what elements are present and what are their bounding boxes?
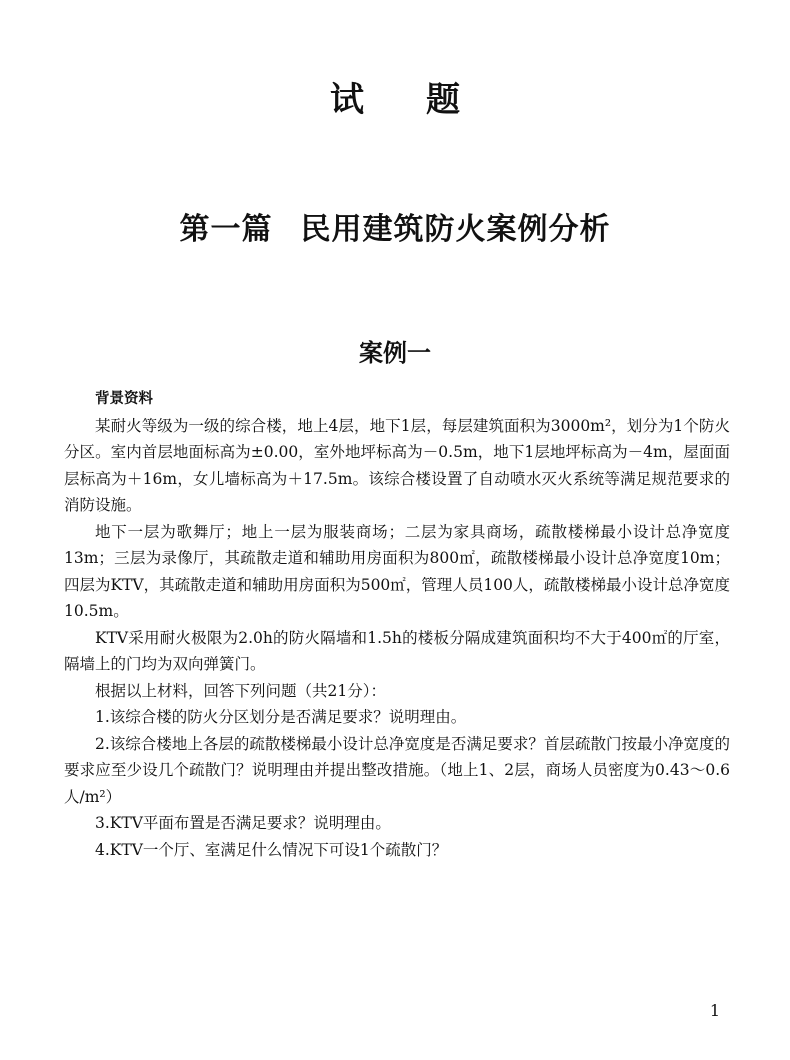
question-4: 4.KTV一个厅、室满足什么情况下可设1个疏散门？ [95, 840, 448, 859]
part-title [0, 210, 790, 250]
paragraph-ktv-partition: KTV采用耐火极限为2.0h的防火隔墙和1.5h的楼板分隔成建筑面积均不大于400㎡的厅室，隔墙上的门均为双向弹簧门。 [64, 628, 730, 673]
paragraph-floor-uses: 地下一层为歌舞厅；地上一层为服装商场；二层为家具商场，疏散楼梯最小设计总净宽度13m；三层为录像厅，其疏散走道和辅助用房面积为800㎡，疏散楼梯最小设计总净宽度10m；四层为KTV，其疏散走道和辅助用房面积为500㎡，管理人员100人，疏散楼梯最小设计总净宽度10.5m。 [64, 522, 730, 620]
page-title: 试题 [330, 80, 522, 120]
case-title: 案例一 [359, 339, 431, 367]
paragraph-instructions: 根据以上材料，回答下列问题（共21分）： [95, 681, 386, 700]
part-number: 第一篇 [179, 212, 273, 247]
page-number: 1 [709, 1001, 721, 1020]
paragraph-building-overview: 某耐火等级为一级的综合楼，地上4层，地下1层，每层建筑面积为3000m²，划分为1个防火分区。室内首层地面标高为±0.00，室外地坪标高为－0.5m，地下1层地坪标高为－4m，屋面面层标高为＋16m，女儿墙标高为＋17.5m。该综合楼设置了自动喷水灭火系统等满足规范要求的消防设施。 [64, 416, 730, 514]
case-body [64, 386, 730, 863]
question-2: 2.该综合楼地上各层的疏散楼梯最小设计总净宽度是否满足要求？首层疏散门按最小净宽度的要求应至少设几个疏散门？说明理由并提出整改措施。（地上1、2层，商场人员密度为0.43～0.6人/m²） [64, 734, 730, 806]
question-1: 1.该综合楼的防火分区划分是否满足要求？说明理由。 [95, 708, 467, 726]
question-3: 3.KTV平面布置是否满足要求？说明理由。 [95, 814, 391, 832]
part-name: 民用建筑防火案例分析 [300, 212, 611, 247]
section-heading-background: 背景资料 [95, 391, 153, 407]
